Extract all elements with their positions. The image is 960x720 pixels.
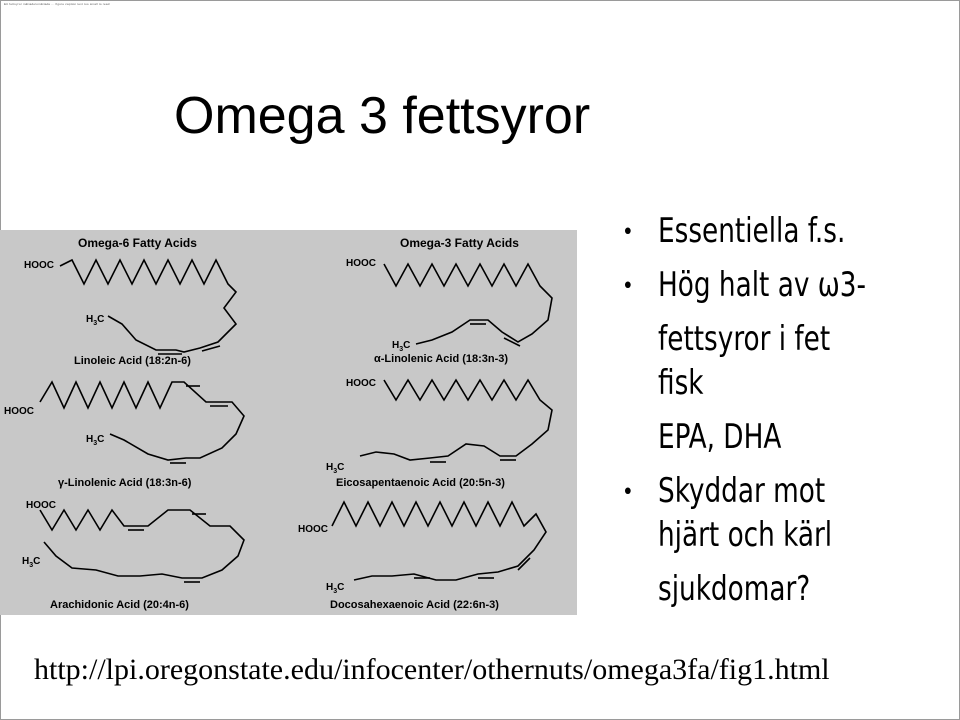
bullet-line-epa-dha: EPA, DHA <box>658 417 782 457</box>
epa-hooc: HOOC <box>346 378 376 389</box>
bullet-essentiella: Essentiella f.s. <box>658 211 846 251</box>
arachidonic-h3c: $H_3C$ <box>22 556 41 569</box>
bullet-line-fisk: fisk <box>658 363 704 403</box>
acid-name-alpha-linolenic: α-Linolenic Acid (18:3n-3) <box>374 353 509 365</box>
bullet-marker: • <box>622 220 634 245</box>
omega3-header: Omega-3 Fatty Acids <box>400 236 519 250</box>
alpha-h3c: $H_3C$ <box>392 340 411 353</box>
bullet-line-hjart: hjärt och kärl <box>658 515 833 555</box>
tiny-caption: Ett fettsyror mättade/omättade ... figure caption text too small to read <box>4 2 110 6</box>
gamma-h3c: $H_3C$ <box>86 434 105 447</box>
gamma-hooc: HOOC <box>4 406 34 417</box>
bullet-line-fettsyror: fettsyror i fet <box>658 319 831 359</box>
omega6-header: Omega-6 Fatty Acids <box>78 236 197 250</box>
slide-title: Omega 3 fettsyror <box>174 87 591 145</box>
bullet-marker: • <box>622 480 634 505</box>
figure-background <box>0 230 577 615</box>
acid-name-linoleic: Linoleic Acid (18:2n-6) <box>74 355 191 367</box>
linoleic-h3c: $H_3C$ <box>86 314 105 327</box>
linoleic-hooc: HOOC <box>24 260 54 271</box>
arachidonic-hooc: HOOC <box>26 500 56 511</box>
epa-h3c: $H_3C$ <box>326 462 345 475</box>
bullet-hog-halt: Hög halt av ω3- <box>658 265 866 305</box>
dha-h3c: $H_3C$ <box>326 582 345 595</box>
fatty-acids-figure <box>0 230 577 615</box>
bullet-marker: • <box>622 274 634 299</box>
bullet-line-sjukdomar: sjukdomar? <box>658 569 811 609</box>
acid-name-gamma-linolenic: γ-Linolenic Acid (18:3n-6) <box>58 477 192 489</box>
dha-hooc: HOOC <box>298 524 328 535</box>
alpha-hooc: HOOC <box>346 258 376 269</box>
acid-name-arachidonic: Arachidonic Acid (20:4n-6) <box>50 599 189 611</box>
source-url: http://lpi.oregonstate.edu/infocenter/othernuts/omega3fa/fig1.html <box>34 653 830 686</box>
acid-name-dha: Docosahexaenoic Acid (22:6n-3) <box>330 599 499 611</box>
acid-name-epa: Eicosapentaenoic Acid (20:5n-3) <box>336 477 505 489</box>
bullet-skyddar: Skyddar mot <box>658 471 826 511</box>
